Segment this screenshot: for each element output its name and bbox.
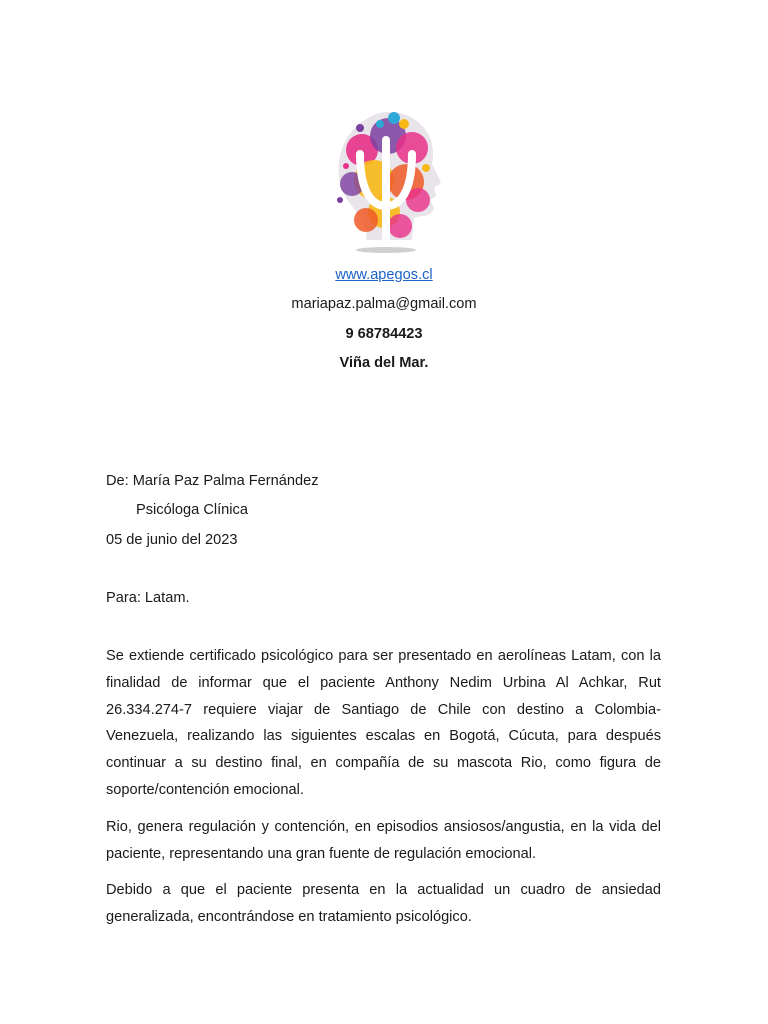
sender-line: De: María Paz Palma Fernández	[106, 473, 319, 489]
letter-date: 05 de junio del 2023	[106, 532, 238, 548]
header-city: Viña del Mar.	[339, 355, 429, 371]
website-link[interactable]: www.apegos.cl	[335, 267, 433, 283]
body-paragraph: Debido a que el paciente presenta en la actualidad un cuadro de ansiedad generalizada, encontrándose en tratamiento psicológico.	[106, 882, 661, 925]
header-contact-website[interactable]	[0, 266, 768, 284]
recipient-line: Para: Latam.	[106, 590, 190, 606]
header-contact-email: mariapaz.palma@gmail.com	[291, 296, 477, 312]
sender-role: Psicóloga Clínica	[136, 502, 248, 518]
body-paragraph: Rio, genera regulación y contención, en episodios ansiosos/angustia, en la vida del paciente, representando una gran fuente de regulación emocional.	[106, 819, 661, 862]
header-contact-phone: 9 68784423	[345, 326, 423, 342]
body-paragraph: Se extiende certificado psicológico para ser presentado en aerolíneas Latam, con la finalidad de informar que el paciente Anthony Nedim Urbina Al Achkar, Rut 26.334.274-7 requiere viajar de Santiago de Chile con destino a Colombia-Venezuela, realizando las siguientes escalas en Bogotá, Cúcuta, para después continuar a su destino final, en compañía de su mascota Rio, como figura de soporte/contención emocional.	[106, 648, 661, 798]
apegos-logo	[322, 88, 450, 256]
